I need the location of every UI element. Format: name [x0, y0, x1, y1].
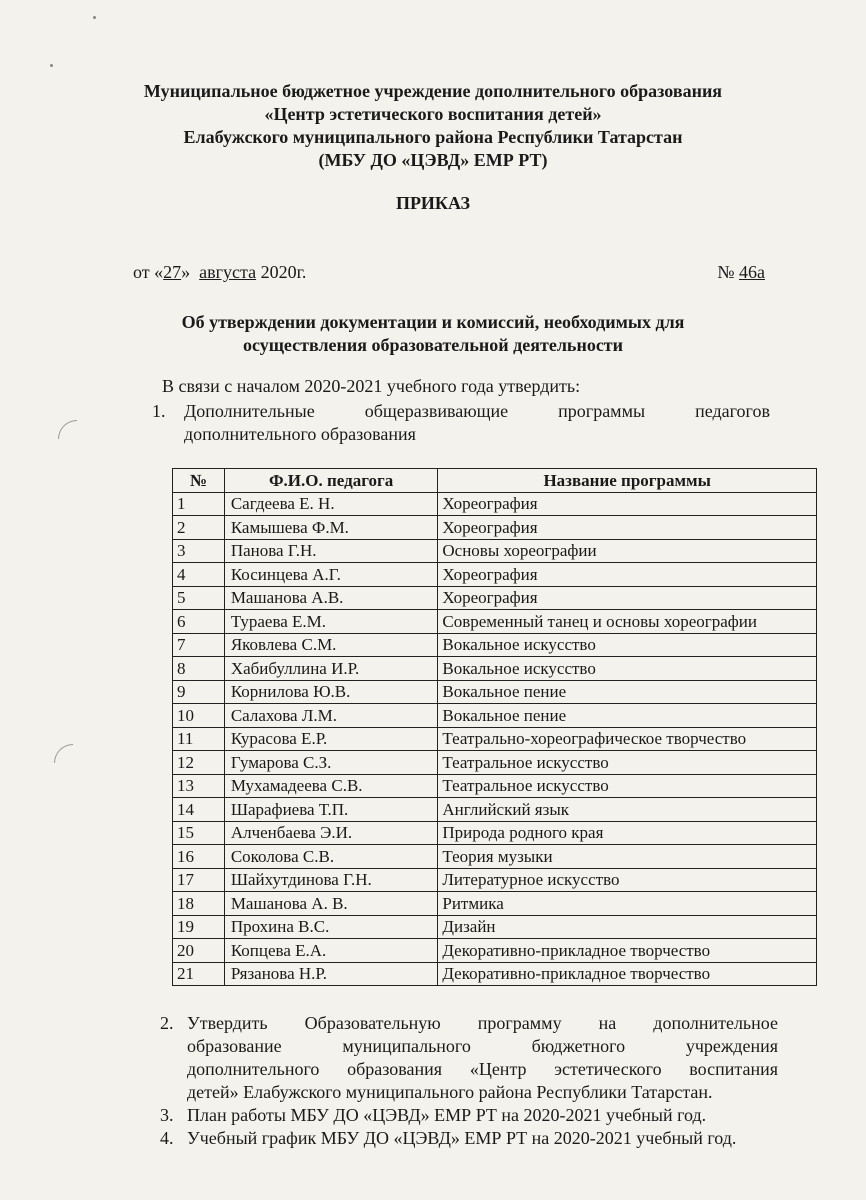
cell-number: 9	[173, 680, 225, 704]
cell-program: Вокальное пение	[438, 704, 817, 728]
col-header-teacher: Ф.И.О. педагога	[224, 469, 438, 493]
header-line-1: Муниципальное бюджетное учреждение дополнительного образования	[143, 81, 723, 101]
cell-number: 7	[173, 633, 225, 657]
scan-speck	[50, 64, 53, 67]
cell-number: 2	[173, 516, 225, 540]
cell-teacher: Соколова С.В.	[224, 845, 438, 869]
col-header-number: №	[173, 469, 225, 493]
cell-number: 1	[173, 492, 225, 516]
cell-program: Декоративно-прикладное творчество	[438, 939, 817, 963]
cell-program: Теория музыки	[438, 845, 817, 869]
cell-teacher: Курасова Е.Р.	[224, 727, 438, 751]
cell-number: 13	[173, 774, 225, 798]
cell-number: 12	[173, 751, 225, 775]
cell-teacher: Шайхутдинова Г.Н.	[224, 868, 438, 892]
list-item-4: 4. Учебный график МБУ ДО «ЦЭВД» ЕМР РТ на 2020-2021 учебный год.	[160, 1128, 737, 1148]
cell-program: Театральное искусство	[438, 774, 817, 798]
table-row	[173, 492, 817, 516]
table-row	[173, 586, 817, 610]
table-row	[173, 563, 817, 587]
list-item-3: 3. План работы МБУ ДО «ЦЭВД» ЕМР РТ на 2020-2021 учебный год.	[160, 1105, 707, 1125]
table-body	[173, 492, 817, 986]
cell-number: 5	[173, 586, 225, 610]
header-line-2: «Центр эстетического воспитания детей»	[264, 104, 602, 124]
table-row	[173, 915, 817, 939]
cell-teacher: Копцева Е.А.	[224, 939, 438, 963]
document-title: ПРИКАЗ	[395, 193, 471, 213]
cell-teacher: Мухамадеева С.В.	[224, 774, 438, 798]
cell-teacher: Панова Г.Н.	[224, 539, 438, 563]
cell-teacher: Рязанова Н.Р.	[224, 962, 438, 986]
table-row	[173, 821, 817, 845]
table-row	[173, 939, 817, 963]
table-row	[173, 516, 817, 540]
cell-program: Хореография	[438, 586, 817, 610]
cell-teacher: Яковлева С.М.	[224, 633, 438, 657]
cell-number: 15	[173, 821, 225, 845]
cell-teacher: Алченбаева Э.И.	[224, 821, 438, 845]
cell-teacher: Косинцева А.Г.	[224, 563, 438, 587]
cell-teacher: Машанова А. В.	[224, 892, 438, 916]
cell-number: 8	[173, 657, 225, 681]
cell-number: 3	[173, 539, 225, 563]
cell-number: 10	[173, 704, 225, 728]
cell-teacher: Корнилова Ю.В.	[224, 680, 438, 704]
cell-teacher: Камышева Ф.М.	[224, 516, 438, 540]
cell-number: 18	[173, 892, 225, 916]
cell-number: 11	[173, 727, 225, 751]
cell-teacher: Прохина В.С.	[224, 915, 438, 939]
intro-text: В связи с началом 2020-2021 учебного года утвердить:	[162, 376, 581, 396]
order-subject: Об утверждении документации и комиссий, необходимых для осуществления образовательной деятельности	[181, 312, 685, 355]
list-item-2: 2. Утвердить Образовательную программу на дополнительное образование муниципального бюджетного учреждения дополнительного образования «Центр эстетического воспитания детей» Елабужского муниципального района Республики Татарстан.	[160, 1013, 778, 1102]
cell-number: 19	[173, 915, 225, 939]
institution-header	[0, 80, 866, 172]
cell-program: Вокальное пение	[438, 680, 817, 704]
order-month: августа	[199, 262, 257, 282]
table-row	[173, 845, 817, 869]
table-row	[173, 798, 817, 822]
table-row	[173, 892, 817, 916]
table-row	[173, 680, 817, 704]
cell-program: Английский язык	[438, 798, 817, 822]
table-row	[173, 962, 817, 986]
cell-number: 21	[173, 962, 225, 986]
cell-program: Современный танец и основы хореографии	[438, 610, 817, 634]
table-row	[173, 868, 817, 892]
cell-teacher: Хабибуллина И.Р.	[224, 657, 438, 681]
cell-number: 20	[173, 939, 225, 963]
cell-number: 4	[173, 563, 225, 587]
list-item-1: 1. Дополнительные общеразвивающие программы педагогов дополнительного образования	[152, 401, 770, 444]
cell-number: 14	[173, 798, 225, 822]
order-number: № 46а	[717, 262, 765, 282]
table-row	[173, 633, 817, 657]
col-header-program: Название программы	[438, 469, 817, 493]
cell-program: Хореография	[438, 563, 817, 587]
scan-speck	[93, 16, 96, 19]
cell-program: Театральное искусство	[438, 751, 817, 775]
cell-program: Ритмика	[438, 892, 817, 916]
table-row	[173, 774, 817, 798]
table-row	[173, 539, 817, 563]
cell-program: Декоративно-прикладное творчество	[438, 962, 817, 986]
table-row	[173, 751, 817, 775]
cell-program: Основы хореографии	[438, 539, 817, 563]
cell-program: Хореография	[438, 516, 817, 540]
table-row	[173, 727, 817, 751]
cell-number: 6	[173, 610, 225, 634]
header-line-4: (МБУ ДО «ЦЭВД» ЕМР РТ)	[318, 150, 548, 170]
cell-program: Хореография	[438, 492, 817, 516]
cell-teacher: Тураева Е.М.	[224, 610, 438, 634]
items-list	[160, 1012, 778, 1150]
table-row	[173, 704, 817, 728]
cell-teacher: Салахова Л.М.	[224, 704, 438, 728]
table-row	[173, 610, 817, 634]
table-row	[173, 657, 817, 681]
cell-number: 17	[173, 868, 225, 892]
order-date: от «27» августа 2020г.	[133, 262, 307, 282]
punch-hole-mark	[54, 744, 73, 763]
cell-teacher: Гумарова С.З.	[224, 751, 438, 775]
cell-number: 16	[173, 845, 225, 869]
cell-teacher: Сагдеева Е. Н.	[224, 492, 438, 516]
cell-program: Природа родного края	[438, 821, 817, 845]
cell-program: Дизайн	[438, 915, 817, 939]
cell-program: Вокальное искусство	[438, 657, 817, 681]
header-line-3: Елабужского муниципального района Республики Татарстан	[183, 127, 683, 147]
cell-program: Литературное искусство	[438, 868, 817, 892]
cell-teacher: Машанова А.В.	[224, 586, 438, 610]
date-number-line	[133, 262, 765, 283]
cell-program: Театрально-хореографическое творчество	[438, 727, 817, 751]
punch-hole-mark	[58, 420, 77, 439]
table-header-row	[173, 469, 817, 493]
order-day: 27	[163, 262, 182, 282]
programs-table	[172, 468, 817, 986]
cell-teacher: Шарафиева Т.П.	[224, 798, 438, 822]
cell-program: Вокальное искусство	[438, 633, 817, 657]
